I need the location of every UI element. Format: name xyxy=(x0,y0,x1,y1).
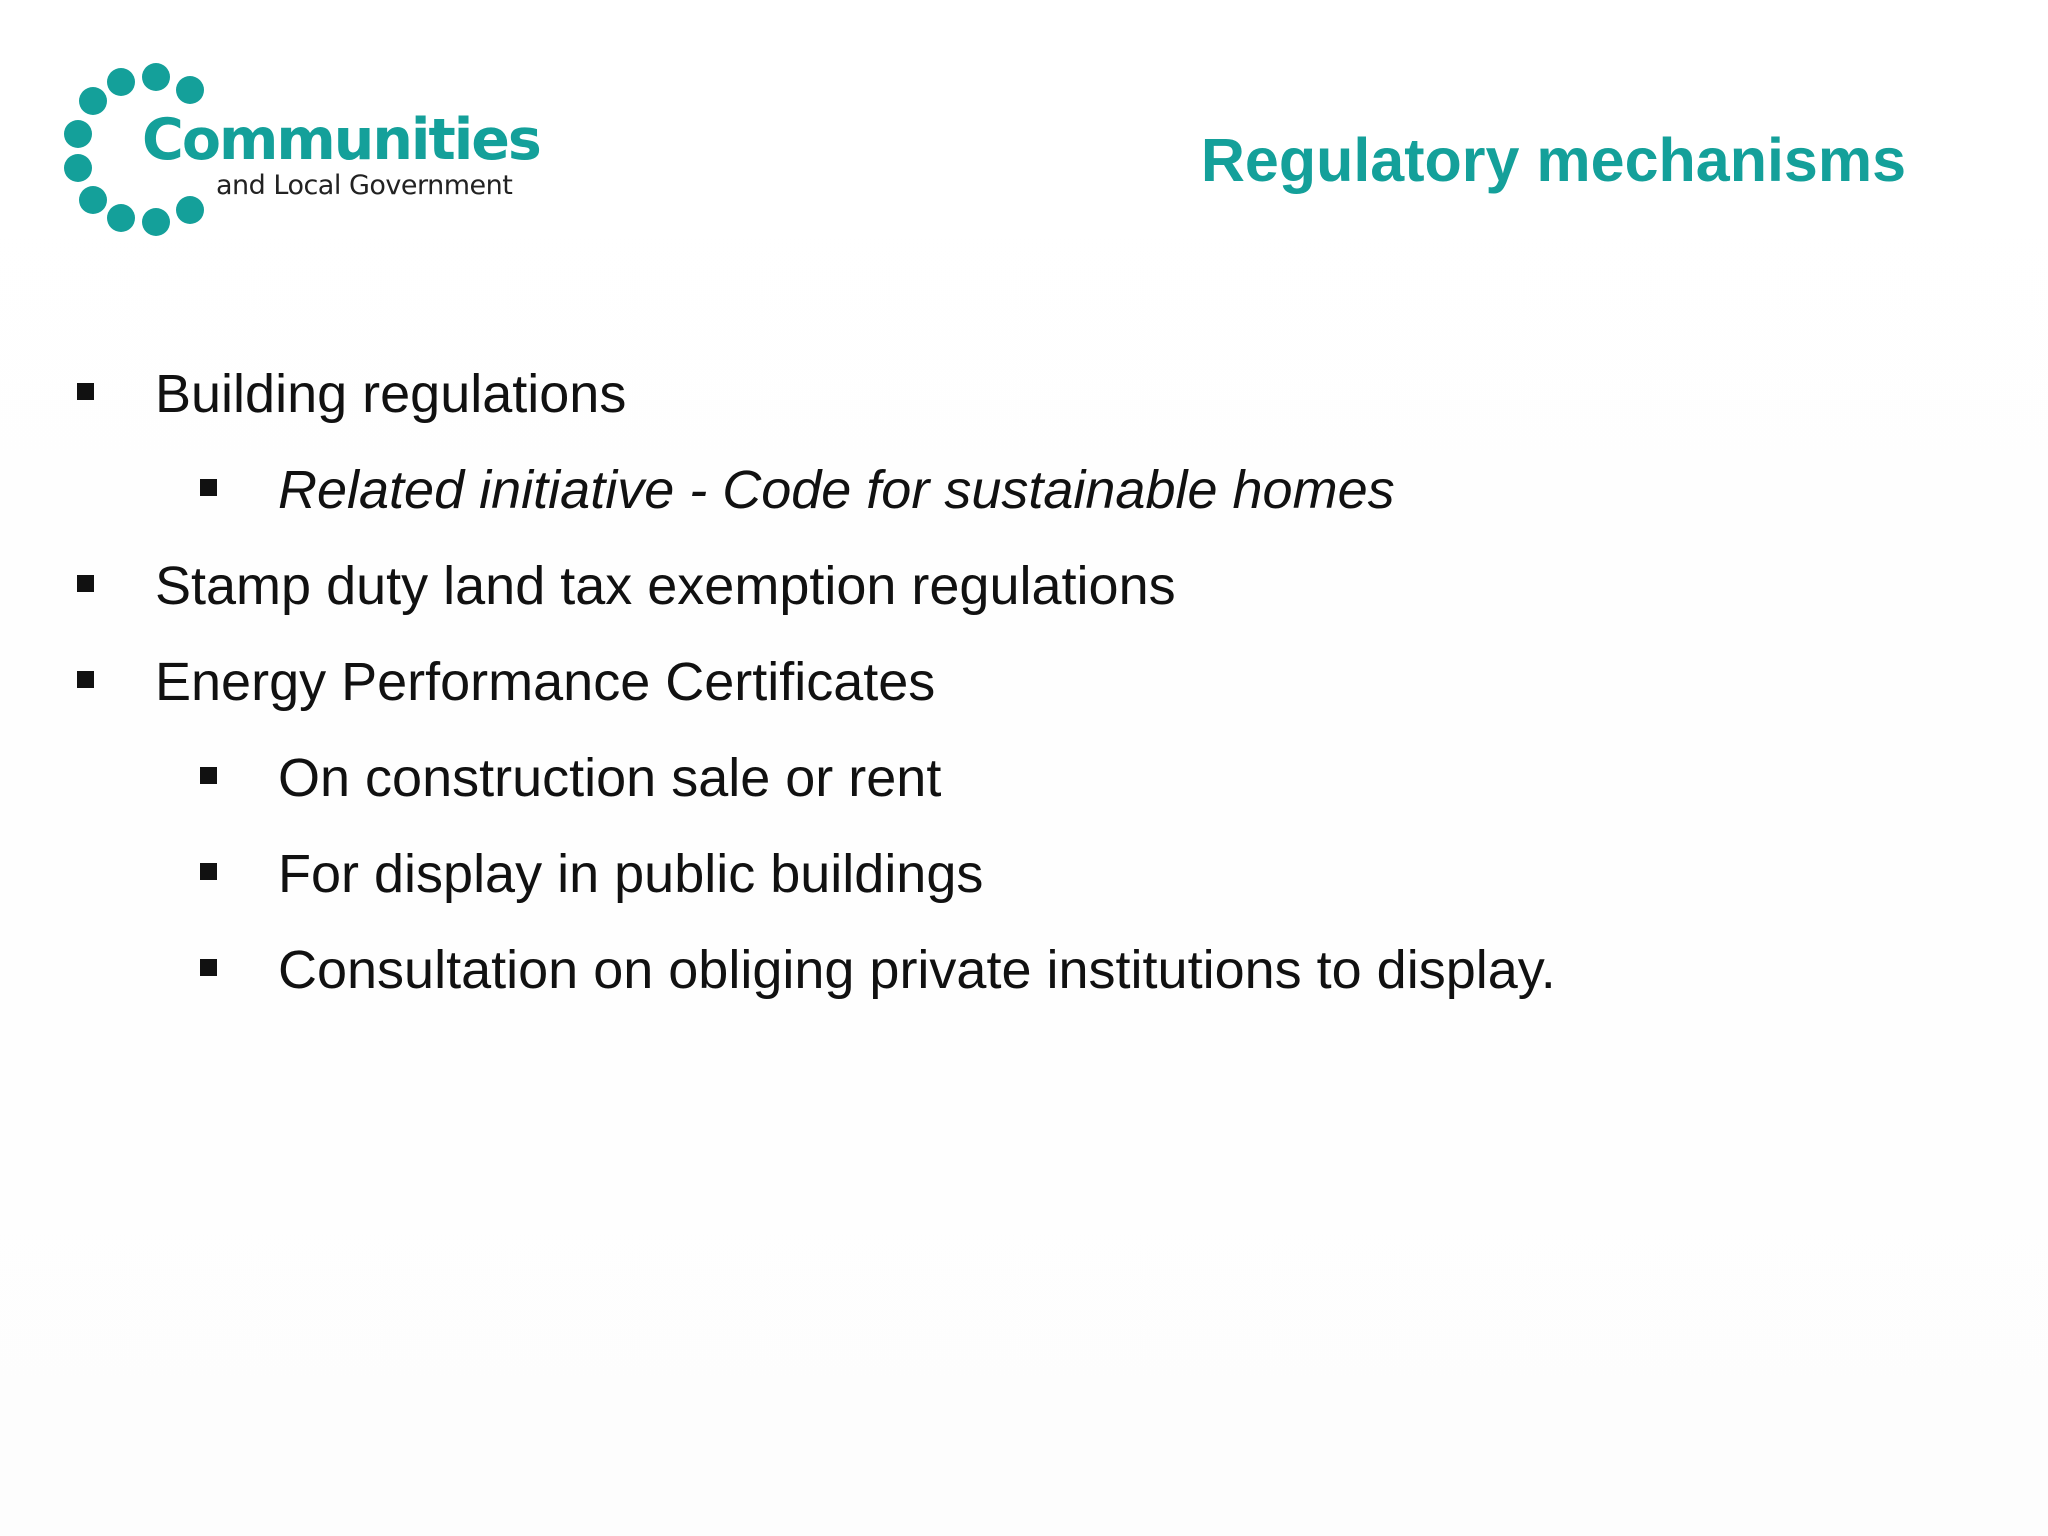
bullet-text: Building regulations xyxy=(155,364,627,424)
sub-bullet-item xyxy=(0,746,2048,842)
square-bullet-icon xyxy=(77,383,94,400)
sub-bullet-text: Related initiative - Code for sustainable homes xyxy=(278,460,1395,520)
sub-bullet-item xyxy=(0,938,2048,1034)
bullet-text: Energy Performance Certificates xyxy=(155,652,936,712)
square-bullet-icon xyxy=(200,959,217,976)
square-bullet-icon xyxy=(200,479,217,496)
logo-wordmark: Communities xyxy=(142,107,540,173)
bullet-list xyxy=(0,362,2048,1034)
square-bullet-icon xyxy=(200,863,217,880)
bullet-item xyxy=(0,554,2048,650)
square-bullet-icon xyxy=(77,575,94,592)
square-bullet-icon xyxy=(77,671,94,688)
logo-subtitle: and Local Government xyxy=(216,170,513,201)
bullet-item xyxy=(0,362,2048,458)
square-bullet-icon xyxy=(200,767,217,784)
sub-bullet-text: Consultation on obliging private institutions to display. xyxy=(278,940,1556,1000)
sub-bullet-item xyxy=(0,842,2048,938)
sub-bullet-item xyxy=(0,458,2048,554)
bullet-item xyxy=(0,650,2048,746)
slide-title: Regulatory mechanisms xyxy=(1200,126,1906,194)
sub-bullet-text: On construction sale or rent xyxy=(278,748,942,808)
bullet-text: Stamp duty land tax exemption regulations xyxy=(155,556,1176,616)
sub-bullet-text: For display in public buildings xyxy=(278,844,984,904)
communities-logo xyxy=(56,58,540,248)
